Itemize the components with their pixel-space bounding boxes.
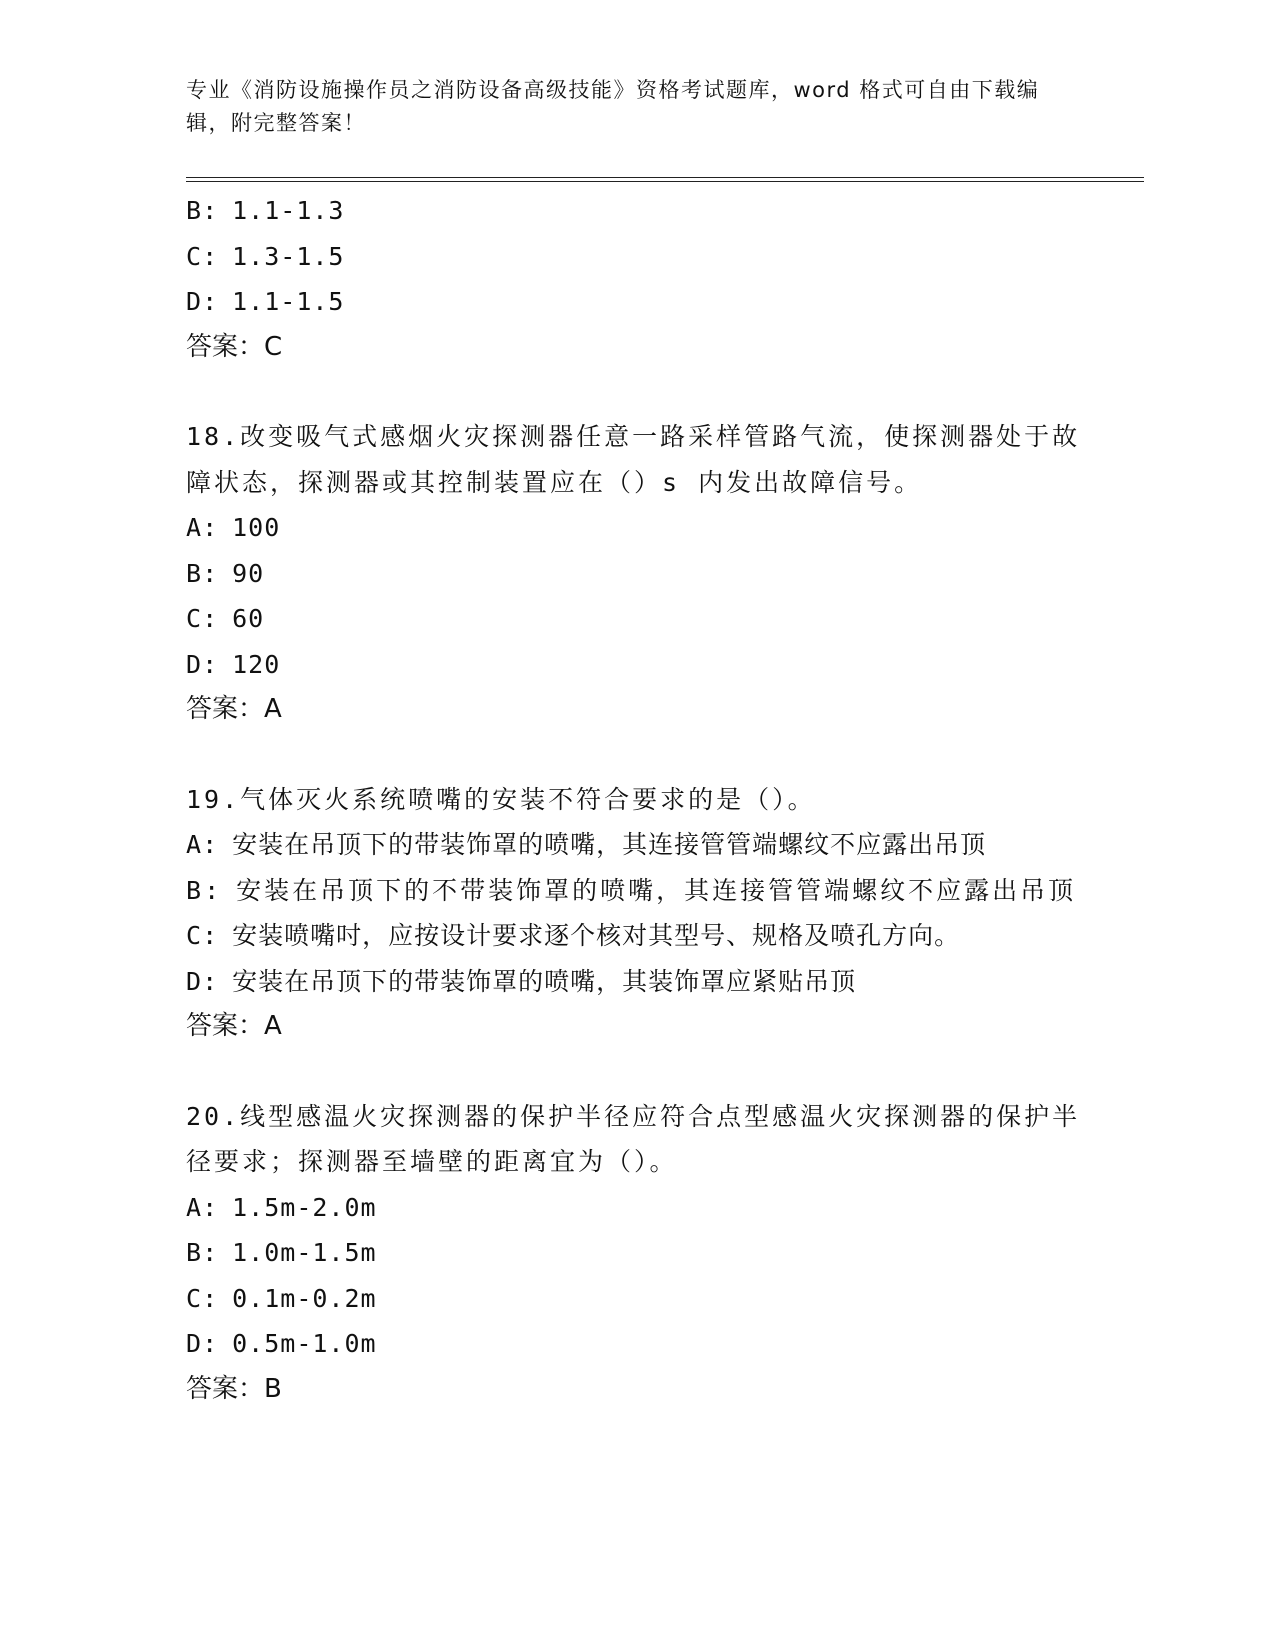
question-block [186,777,1086,1050]
question-number: 20. [186,1101,241,1131]
document-header: 专业《消防设施操作员之消防设备高级技能》资格考试题库，word 格式可自由下载编辑，附完整答案！ [186,78,1040,135]
option-line [186,913,1086,959]
question-text [186,414,1086,505]
option-text: 120 [232,649,281,679]
spacer [186,733,1086,777]
option-key: B [186,196,203,225]
option-line [186,1185,1086,1231]
answer-value: C [264,331,283,362]
option-text: 0.5m-1.0m [232,1329,377,1358]
option-line [186,596,1086,642]
option-key: B [186,1238,203,1267]
option-key: B [186,558,203,588]
option-separator: : [204,875,223,905]
option-separator: : [202,196,219,225]
option-text: 60 [232,604,265,633]
option-line [186,188,1086,234]
option-separator: : [202,604,219,633]
option-text: 1.1-1.5 [232,287,345,316]
option-line [186,279,1086,325]
option-text: 安装在吊顶下的带装饰罩的喷嘴，其连接管管端螺纹不应露出吊顶 [232,830,987,859]
answer-line [186,687,1086,733]
spacer [186,1050,1086,1094]
question-stem: 改变吸气式感烟火灾探测器任意一路采样管路气流，使探测器处于故障状态，探测器或其控制装置应在（）s 内发出故障信号。 [186,422,1081,497]
question-text [186,777,1086,823]
option-key: C [186,604,203,633]
answer-label: 答案： [186,1373,265,1404]
option-separator: : [202,966,219,996]
option-text: 100 [232,513,281,542]
option-key: D [186,287,203,316]
option-line [186,822,1086,868]
option-text: 1.1-1.3 [232,196,345,225]
option-line [186,868,1086,914]
option-key: D [186,649,203,679]
option-separator: : [202,1192,219,1222]
option-key: A [186,830,203,859]
option-line [186,642,1086,688]
option-key: B [186,875,205,905]
option-line [186,505,1086,551]
prev-question-block [186,188,1086,370]
option-text: 安装在吊顶下的不带装饰罩的喷嘴，其连接管管端螺纹不应露出吊顶 [236,875,1077,905]
question-number: 19. [186,784,241,814]
option-separator: : [202,649,219,679]
option-separator: : [202,830,219,859]
option-key: A [186,513,203,542]
option-separator: : [202,921,219,950]
question-number: 18. [186,422,241,451]
header-rule-top [186,177,1144,178]
question-block [186,1094,1086,1413]
option-line [186,959,1086,1005]
option-separator: : [202,1238,219,1267]
header-rule-bottom [186,181,1144,182]
answer-label: 答案： [186,331,265,362]
question-list [186,188,1086,1412]
option-text: 90 [232,558,265,588]
answer-label: 答案： [186,1011,265,1041]
option-line [186,1321,1086,1367]
option-line [186,234,1086,280]
option-text: 1.5m-2.0m [232,1192,377,1222]
option-key: D [186,966,203,996]
option-separator: : [202,1329,219,1358]
question-stem: 线型感温火灾探测器的保护半径应符合点型感温火灾探测器的保护半径要求；探测器至墙壁的距离宜为（）。 [186,1101,1081,1176]
option-separator: : [202,1283,219,1313]
option-key: D [186,1329,203,1358]
question-block [186,414,1086,733]
option-key: C [186,921,203,950]
option-separator: : [202,241,219,271]
answer-line [186,1367,1086,1413]
option-line [186,1230,1086,1276]
option-separator: : [202,513,219,542]
answer-value: A [264,694,282,724]
question-stem: 气体灭火系统喷嘴的安装不符合要求的是（）。 [240,784,816,814]
option-key: C [186,1283,203,1313]
option-text: 安装喷嘴吋，应按设计要求逐个核对其型号、规格及喷孔方向。 [232,921,961,950]
option-text: 1.0m-1.5m [232,1238,377,1267]
option-line [186,1276,1086,1322]
option-key: C [186,241,203,271]
option-text: 安装在吊顶下的带装饰罩的喷嘴，其装饰罩应紧贴吊顶 [232,966,857,996]
answer-value: A [264,1011,282,1041]
option-text: 0.1m-0.2m [232,1283,377,1313]
option-separator: : [202,287,219,316]
option-line [186,551,1086,597]
question-text [186,1094,1086,1185]
spacer [186,370,1086,414]
option-key: A [186,1192,203,1222]
answer-value: B [264,1373,282,1404]
option-separator: : [202,558,219,588]
answer-line [186,325,1086,371]
option-text: 1.3-1.5 [232,241,345,271]
answer-label: 答案： [186,694,265,724]
answer-line [186,1004,1086,1050]
